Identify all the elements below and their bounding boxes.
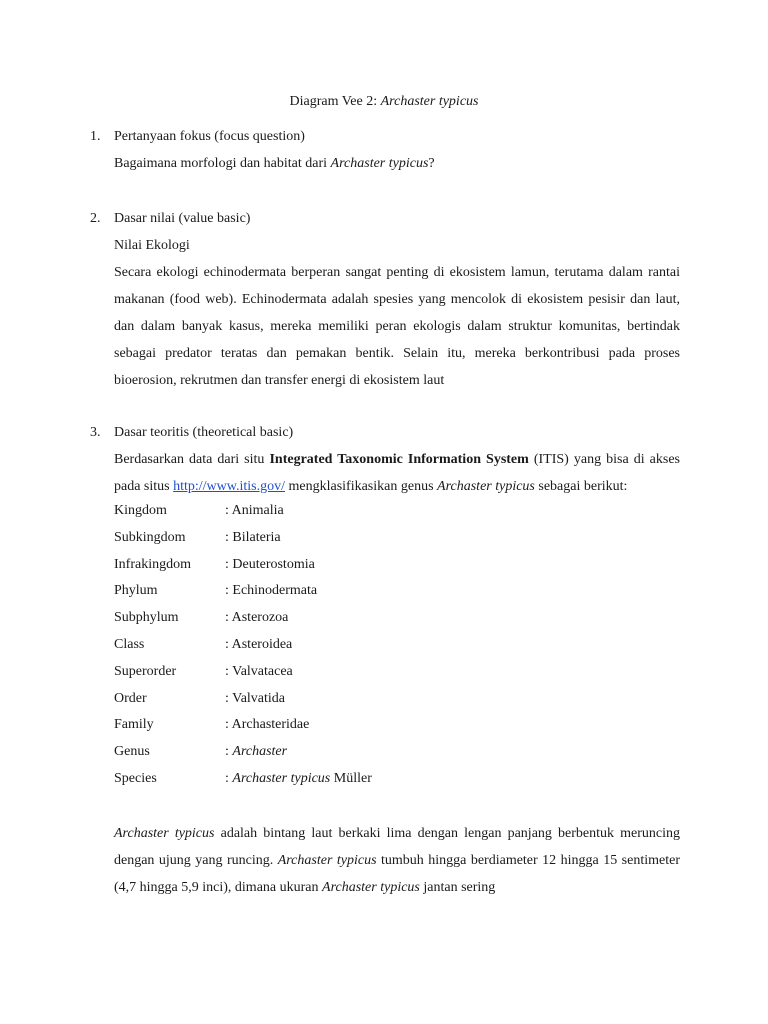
question-prefix: Bagaimana morfologi dan habitat dari bbox=[114, 156, 331, 171]
taxonomy-value: : Valvatacea bbox=[225, 663, 293, 679]
taxonomy-row bbox=[114, 502, 680, 529]
taxonomy-label: Subkingdom bbox=[114, 529, 186, 545]
document-title bbox=[0, 94, 768, 110]
section-heading: Dasar teoritis (theoretical basic) bbox=[114, 425, 294, 440]
title-species: Archaster typicus bbox=[380, 94, 479, 109]
taxonomy-row bbox=[114, 609, 680, 636]
genus-name: Archaster bbox=[232, 744, 288, 760]
itis-intro bbox=[114, 446, 680, 500]
title-prefix: Diagram Vee 2: bbox=[289, 94, 381, 109]
question-suffix: ? bbox=[428, 156, 435, 171]
ecology-paragraph-text: Secara ekologi echinodermata berperan sangat penting di ekosistem lamun, terutama dalam rantai makanan (food web). Echinodermata adalah spesies yang mencolok di ekosistem pesisir dan laut, dan dalam banyak kasus, mereka memiliki peran ekologis dalam struktur komunitas, bertindak sebagai predator teratas dan pemakan bentik. Selain itu, mereka berkontribusi pada proses bioerosion, rekrutmen dan transfer energi di ekosistem laut bbox=[114, 265, 680, 388]
desc-text: jantan sering bbox=[419, 879, 496, 895]
itis-name: Integrated Taxonomic Information System bbox=[269, 452, 529, 467]
taxonomy-label: Genus bbox=[114, 744, 150, 760]
taxonomy-row bbox=[114, 636, 680, 663]
taxonomy-value: : Asteroidea bbox=[225, 636, 293, 652]
desc-text: tumbuh hingga berdiameter 12 hingga 15 sentimeter (4,7 hingga 5,9 inci), dimana ukuran bbox=[114, 852, 680, 895]
taxonomy-row bbox=[114, 529, 680, 556]
taxonomy-label: Subphylum bbox=[114, 610, 179, 626]
intro-text: Berdasarkan data dari situ bbox=[114, 452, 270, 467]
taxonomy-label: Family bbox=[114, 717, 154, 733]
intro-text: mengklasifikasikan genus bbox=[285, 479, 438, 494]
species-description bbox=[114, 820, 680, 901]
desc-species: Archaster typicus bbox=[114, 825, 215, 841]
taxonomy-value: : Deuterostomia bbox=[225, 556, 315, 572]
taxonomy-row bbox=[114, 582, 680, 609]
desc-text: adalah bintang laut berkaki lima dengan lengan panjang berbentuk meruncing dengan ujung yang runcing. bbox=[114, 825, 680, 868]
taxonomy-value bbox=[225, 770, 372, 788]
taxonomy-value bbox=[225, 743, 287, 761]
taxonomy-label: Species bbox=[114, 770, 157, 786]
taxonomy-label: Kingdom bbox=[114, 503, 167, 518]
desc-species: Archaster typicus bbox=[322, 879, 420, 895]
taxonomy-row-species bbox=[114, 770, 680, 797]
taxonomy-value: : Animalia bbox=[225, 503, 284, 518]
section-number: 2. bbox=[90, 211, 101, 226]
taxonomy-value: : Archasteridae bbox=[225, 717, 310, 733]
taxonomy-label: Superorder bbox=[114, 663, 177, 679]
section-heading: Dasar nilai (value basic) bbox=[114, 211, 251, 226]
focus-question bbox=[114, 155, 680, 182]
taxonomy-value: : Asterozoa bbox=[225, 610, 289, 626]
ecology-paragraph bbox=[114, 259, 680, 394]
taxonomy-value: : Echinodermata bbox=[225, 583, 318, 599]
taxonomy-value: : Bilateria bbox=[225, 529, 281, 545]
taxonomy-value: : Valvatida bbox=[225, 690, 286, 706]
species-colon: : bbox=[225, 770, 233, 786]
intro-text: sebagai berikut: bbox=[534, 479, 628, 494]
section-heading: Pertanyaan fokus (focus question) bbox=[114, 129, 305, 144]
taxonomy-label: Order bbox=[114, 690, 147, 706]
taxonomy-label: Infrakingdom bbox=[114, 556, 191, 572]
taxonomy-list bbox=[114, 502, 680, 797]
taxonomy-row bbox=[114, 556, 680, 583]
taxonomy-row-genus bbox=[114, 743, 680, 770]
intro-text: (ITIS) yang bisa di akses pada situs bbox=[114, 452, 680, 494]
question-species: Archaster typicus bbox=[330, 156, 429, 171]
intro-species: Archaster typicus bbox=[437, 479, 535, 494]
taxonomy-row bbox=[114, 663, 680, 690]
section-number: 3. bbox=[90, 425, 101, 440]
itis-link[interactable]: http://www.itis.gov/ bbox=[173, 479, 285, 494]
taxonomy-row-family bbox=[114, 716, 680, 743]
section-subheading: Nilai Ekologi bbox=[114, 238, 190, 253]
species-name: Archaster typicus bbox=[232, 770, 331, 786]
taxonomy-row bbox=[114, 690, 680, 717]
genus-colon: : bbox=[225, 744, 233, 760]
taxonomy-label: Phylum bbox=[114, 583, 158, 599]
taxonomy-label: Class bbox=[114, 636, 145, 652]
species-author: Müller bbox=[330, 770, 372, 786]
desc-species: Archaster typicus bbox=[277, 852, 377, 868]
section-number: 1. bbox=[90, 129, 101, 144]
